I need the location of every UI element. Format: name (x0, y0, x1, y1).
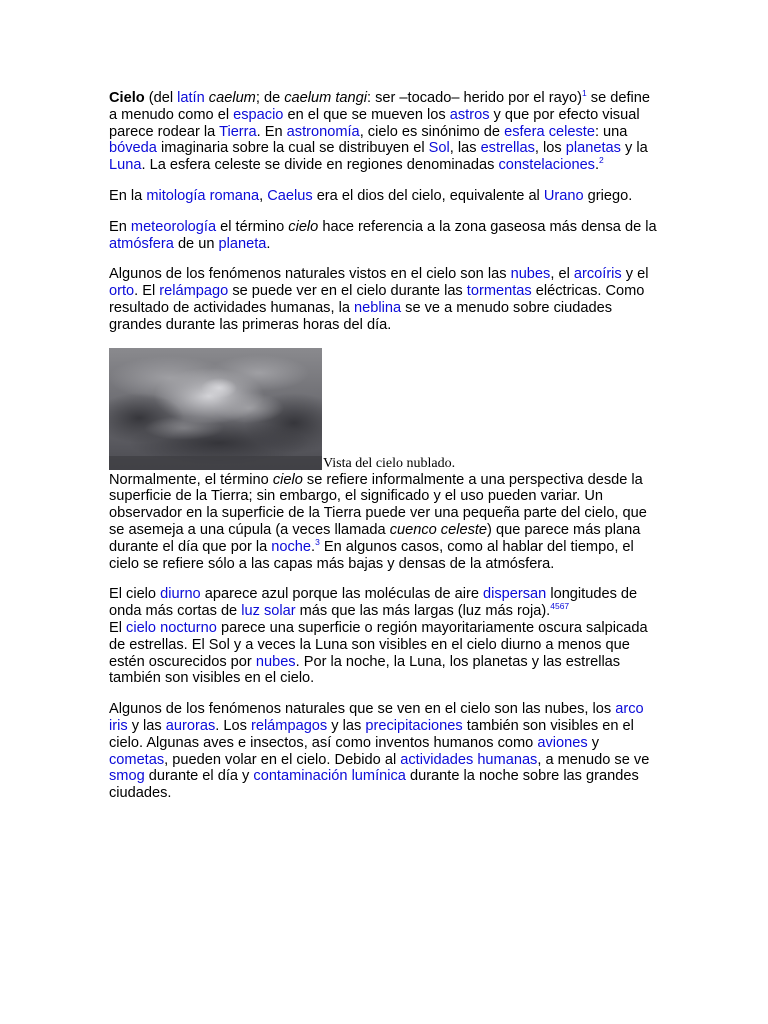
link-boveda[interactable]: bóveda (109, 140, 157, 157)
link-cielo-nocturno[interactable]: cielo nocturno (126, 619, 217, 636)
term-cielo: cielo (288, 218, 319, 235)
text: El cielo (109, 586, 161, 603)
text: El (109, 619, 127, 636)
link-esfera-celeste[interactable]: esfera celeste (504, 123, 595, 140)
text: se puede ver en el cielo durante las (228, 283, 467, 300)
link-diurno[interactable]: diurno (160, 586, 201, 603)
paragraph-fenomenos-2 (109, 701, 661, 802)
text: en el que se mueven los (283, 106, 450, 123)
text: longitudes de onda más cortas de (109, 586, 638, 620)
link-contaminacion-luminica[interactable]: contaminación lumínica (253, 768, 406, 785)
footnote-ref-1[interactable]: 1 (581, 88, 587, 99)
text: y las (127, 717, 166, 734)
text: imaginaria sobre la cual se distribuyen el (156, 140, 429, 157)
link-espacio[interactable]: espacio (233, 106, 284, 123)
text: parece una superficie o región mayoritariamente oscura salpicada de estrellas. El Sol y a veces la Luna son visibles en el cielo diurno a menos que estén oscurecidos por (109, 619, 648, 670)
text: (del (144, 90, 178, 106)
link-precipitaciones[interactable]: precipitaciones (365, 717, 463, 734)
link-planeta[interactable]: planeta (218, 235, 267, 252)
footnote-ref-3[interactable]: 3 (315, 536, 320, 547)
link-nubes[interactable]: nubes (510, 266, 551, 283)
link-nubes-2[interactable]: nubes (255, 653, 296, 670)
text: y el (621, 266, 649, 283)
paragraph-perspectiva (109, 472, 661, 573)
text: y la (620, 140, 648, 157)
text: también son visibles en el cielo. Algunas aves e insectos, así como inventos humanos como (109, 717, 634, 751)
text: . La esfera celeste se divide en regiones denominadas (141, 157, 499, 174)
term-caelum: caelum (208, 90, 256, 106)
paragraph-intro (109, 90, 661, 174)
link-aviones[interactable]: aviones (537, 734, 588, 751)
paragraph-color-cielo (109, 586, 661, 687)
link-tormentas[interactable]: tormentas (466, 283, 532, 300)
link-atmosfera[interactable]: atmósfera (109, 235, 174, 252)
figure-caption: Vista del cielo nublado. (323, 455, 456, 471)
text: En algunos casos, como al hablar del tiempo, el cielo se refiere sólo a las capas más bajas y densas de la atmósfera. (109, 538, 634, 572)
text: durante el día y (144, 768, 254, 785)
text: . (266, 235, 271, 252)
text: . (311, 538, 316, 555)
text: . En (256, 123, 287, 140)
text: griego. (583, 187, 633, 204)
paragraph-meteorologia (109, 219, 661, 253)
text: se ve a menudo sobre ciudades grandes durante las primeras horas del día. (109, 299, 613, 333)
text: . Por la noche, la Luna, los planetas y las estrellas también son visibles en el cielo. (109, 653, 621, 687)
link-smog[interactable]: smog (109, 768, 145, 785)
link-relampagos[interactable]: relámpagos (250, 717, 328, 734)
text: . (594, 157, 600, 174)
text: , el (550, 266, 574, 283)
link-cometas[interactable]: cometas (109, 751, 165, 768)
link-orto[interactable]: orto (109, 283, 135, 300)
link-meteorologia[interactable]: meteorología (130, 218, 217, 235)
link-astronomia[interactable]: astronomía (286, 123, 360, 140)
article-body (109, 90, 661, 816)
paragraph-mitologia (109, 188, 661, 205)
link-urano[interactable]: Urano (543, 187, 584, 204)
link-sol[interactable]: Sol (428, 140, 450, 157)
link-astros[interactable]: astros (449, 106, 490, 123)
term-caelum-tangi: caelum tangi (284, 90, 367, 106)
text: , las (449, 140, 481, 157)
text: se refiere informalmente a una perspectiva desde la superficie de la Tierra; sin embargo, el significado y el uso pueden variar. Un observador en la superficie de la Tierra puede ver una pequeña parte del cielo, que se asemeja a una cúpula (a veces llamada (109, 471, 647, 538)
link-tierra[interactable]: Tierra (219, 123, 257, 140)
link-dispersan[interactable]: dispersan (483, 586, 547, 603)
text: más que las más largas (luz más roja). (295, 603, 551, 620)
text: el término (216, 218, 289, 235)
text: . Los (215, 717, 251, 734)
text: En (109, 218, 131, 235)
text: Algunos de los fenómenos naturales vistos en el cielo son las (109, 266, 511, 283)
text: : una (594, 123, 628, 140)
text: Normalmente, el término (109, 471, 273, 488)
text: y (587, 734, 599, 751)
text: , (259, 187, 268, 204)
text: , pueden volar en el cielo. Debido al (164, 751, 401, 768)
figure-cielo-nublado (109, 348, 661, 470)
text: era el dios del cielo, equivalente al (312, 187, 544, 204)
link-mitologia-romana[interactable]: mitología romana (146, 187, 260, 204)
link-auroras[interactable]: auroras (165, 717, 216, 734)
text: de un (173, 235, 219, 252)
link-planetas[interactable]: planetas (565, 140, 621, 157)
text: hace referencia a la zona gaseosa más densa de la (318, 218, 657, 235)
link-neblina[interactable]: neblina (354, 299, 402, 316)
text: , cielo es sinónimo de (359, 123, 505, 140)
footnote-ref-4567[interactable]: 4567 (550, 601, 570, 612)
text: aparece azul porque las moléculas de aire (200, 586, 483, 603)
paragraph-fenomenos (109, 266, 661, 333)
link-luz-solar[interactable]: luz solar (241, 603, 296, 620)
text: y las (327, 717, 366, 734)
term-cielo: Cielo (109, 90, 145, 106)
text: : ser –tocado– herido por el rayo) (367, 90, 582, 106)
link-constelaciones[interactable]: constelaciones (498, 157, 595, 174)
text: , a menudo se ve (537, 751, 650, 768)
text: Algunos de los fenómenos naturales que se ven en el cielo son las nubes, los (109, 701, 616, 718)
link-arco-iris[interactable]: arco iris (109, 701, 644, 734)
text: . El (134, 283, 160, 300)
link-luna[interactable]: Luna (109, 157, 142, 174)
term-cielo: cielo (272, 471, 303, 488)
link-relampago[interactable]: relámpago (159, 283, 229, 300)
text: durante la noche sobre las grandes ciudades. (109, 768, 639, 802)
link-estrellas[interactable]: estrellas (480, 140, 535, 157)
text: eléctricas. Como resultado de actividades humanas, la (109, 283, 645, 316)
link-latin[interactable]: latín (177, 90, 205, 106)
text: ) que parece más plana durante el día que por la (109, 521, 641, 555)
text: se define a menudo como el (109, 90, 651, 123)
link-noche[interactable]: noche (271, 538, 312, 555)
link-arcoiris[interactable]: arcoíris (573, 266, 622, 283)
text: En la (109, 187, 147, 204)
cloudy-sky-photo (109, 348, 322, 470)
footnote-ref-2[interactable]: 2 (599, 155, 604, 166)
term-cuenco-celeste: cuenco celeste (389, 521, 488, 538)
link-caelus[interactable]: Caelus (267, 187, 313, 204)
text: y que por efecto visual parece rodear la (109, 106, 640, 140)
link-actividades-humanas[interactable]: actividades humanas (400, 751, 538, 768)
text: , los (534, 140, 566, 157)
text: ; de (255, 90, 285, 106)
